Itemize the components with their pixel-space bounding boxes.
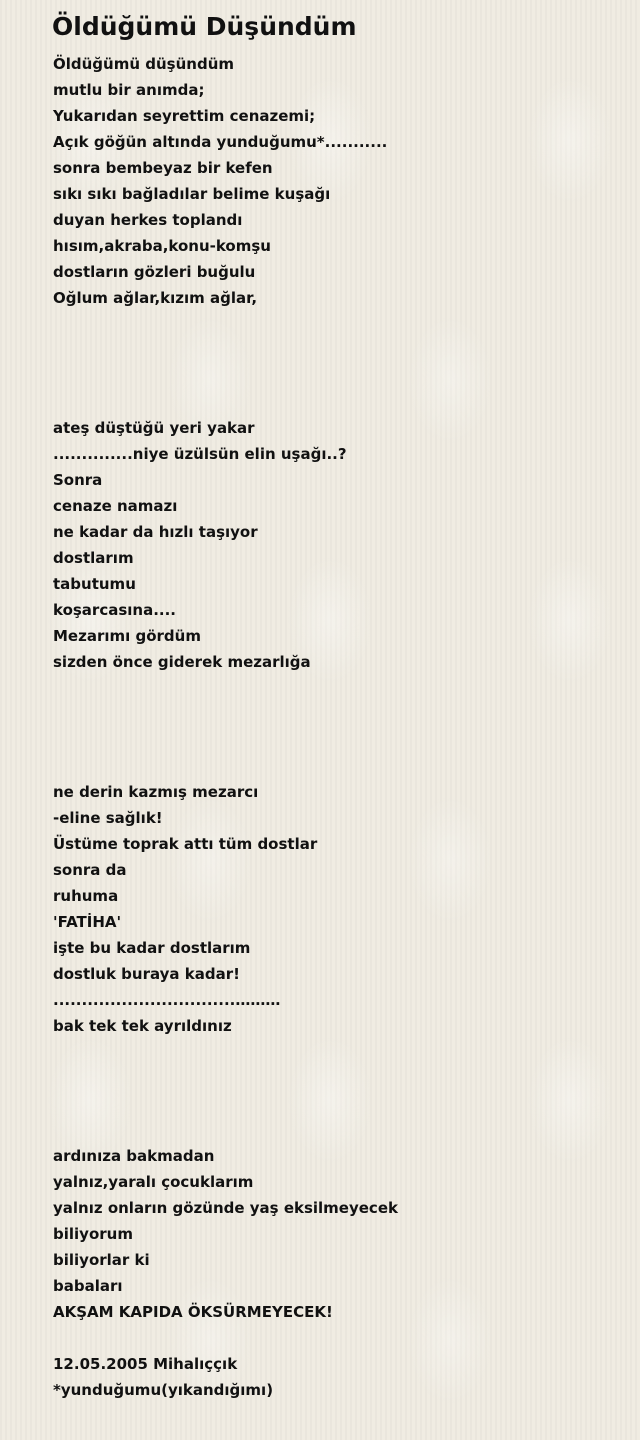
poem-footnote: *yunduğumu(yıkandığımı)	[53, 1381, 274, 1399]
poem-line: biliyorlar ki	[53, 1251, 150, 1269]
stanza-gap	[53, 727, 613, 753]
poem-line: dostlarım	[53, 549, 134, 567]
poem-line: ..............niye üzülsün elin uşağı..?	[53, 445, 347, 463]
poem-footer	[53, 1351, 613, 1403]
poem-line: yalnız onların gözünde yaş eksilmeyecek	[53, 1199, 398, 1217]
poem-line: ateş düştüğü yeri yakar	[53, 419, 255, 437]
poem-line: ne derin kazmış mezarcı	[53, 783, 259, 801]
poem-line: mutlu bir anımda;	[53, 81, 205, 99]
poem-line: Mezarımı gördüm	[53, 627, 201, 645]
stanza-gap	[53, 1065, 613, 1091]
poem-line: -eline sağlık!	[53, 809, 163, 827]
poem-line: Üstüme toprak attı tüm dostlar	[53, 835, 318, 853]
poem-line: 'FATİHA'	[53, 913, 122, 931]
stanza-gap	[53, 1091, 613, 1117]
stanza-gap	[53, 675, 613, 701]
poem-line: Açık göğün altında yunduğumu*...........	[53, 133, 388, 151]
poem-line: sıkı sıkı bağladılar belime kuşağı	[53, 185, 331, 203]
poem-line: tabutumu	[53, 575, 136, 593]
stanza-gap	[53, 1117, 613, 1143]
poem-line: Yukarıdan seyrettim cenazemi;	[53, 107, 316, 125]
poem-line: cenaze namazı	[53, 497, 178, 515]
stanza-1	[53, 51, 613, 311]
poem-line: işte bu kadar dostlarım	[53, 939, 251, 957]
poem-line: AKŞAM KAPIDA ÖKSÜRMEYECEK!	[53, 1303, 333, 1321]
poem-date-place: 12.05.2005 Mihalıççık	[53, 1355, 238, 1373]
stanza-gap	[53, 701, 613, 727]
poem-line: duyan herkes toplandı	[53, 211, 243, 229]
stanza-gap	[53, 1039, 613, 1065]
poem-line: bak tek tek ayrıldınız	[53, 1017, 232, 1035]
poem-line: yalnız,yaralı çocuklarım	[53, 1173, 254, 1191]
poem-body	[53, 51, 613, 1403]
poem-line: Oğlum ağlar,kızım ağlar,	[53, 289, 258, 307]
poem-line: ardınıza bakmadan	[53, 1147, 215, 1165]
poem-line: dostluk buraya kadar!	[53, 965, 240, 983]
poem-line: babaları	[53, 1277, 123, 1295]
stanza-gap	[53, 363, 613, 389]
poem-line: dostların gözleri buğulu	[53, 263, 256, 281]
poem-line: ruhuma	[53, 887, 119, 905]
stanza-3	[53, 779, 613, 1039]
poem-line: ne kadar da hızlı taşıyor	[53, 523, 258, 541]
poem-line: hısım,akraba,konu-komşu	[53, 237, 271, 255]
stanza-gap	[53, 337, 613, 363]
stanza-4	[53, 1143, 613, 1325]
stanza-gap	[53, 389, 613, 415]
stanza-gap	[53, 753, 613, 779]
stanza-2	[53, 415, 613, 675]
poem-line: Öldüğümü düşündüm	[53, 55, 235, 73]
poem-title: Öldüğümü Düşündüm	[52, 12, 357, 41]
poem-line: sonra da	[53, 861, 127, 879]
poem-line: ................................………	[53, 991, 281, 1009]
poem-line: koşarcasına....	[53, 601, 177, 619]
poem-line: Sonra	[53, 471, 103, 489]
poem-line: sonra bembeyaz bir kefen	[53, 159, 273, 177]
poem-line: sizden önce giderek mezarlığa	[53, 653, 311, 671]
stanza-gap	[53, 1325, 613, 1351]
poem-line: biliyorum	[53, 1225, 133, 1243]
stanza-gap	[53, 311, 613, 337]
